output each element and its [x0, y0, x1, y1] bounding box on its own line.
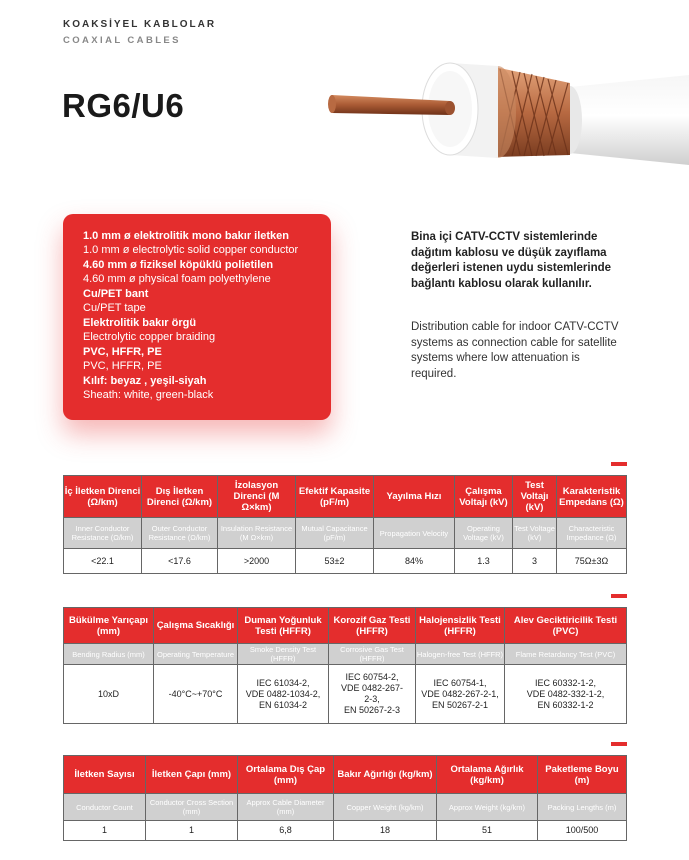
t2-header: Duman Yoğunluk Testi (HFFR): [238, 608, 329, 644]
t3-header: Paketleme Boyu (m): [538, 756, 627, 794]
t1-value: 3: [513, 549, 557, 574]
t1-header: İzolasyon Direnci (M Ω×km): [218, 476, 296, 518]
t2-value-line: IEC 61034-2,: [256, 677, 310, 688]
t2-subheader: Flame Retardancy Test (PVC): [505, 644, 627, 665]
t2-value-line: VDE 0482-332-1-2,: [526, 688, 605, 699]
t1-value: 53±2: [296, 549, 374, 574]
t1-value: 1.3: [455, 549, 513, 574]
t2-value-line: -40°C~+70°C: [168, 688, 223, 699]
t1-header: Yayılma Hızı: [374, 476, 455, 518]
spec-sheath-color-tr: Kılıf: beyaz , yeşil-siyah: [83, 375, 207, 387]
t1-header: Karakteristik Empedans (Ω): [557, 476, 627, 518]
description-tr: Bina içi CATV-CCTV sistemlerinde dağıtım kablosu ve düşük zayıflama değerleri istenen uydu sistemlerinde bağlantı kablosu olarak kullanılır.: [411, 231, 612, 290]
t1-header: İç İletken Direnci (Ω/km): [64, 476, 142, 518]
spec-conductor-tr: 1.0 mm ø elektrolitik mono bakır iletken: [83, 230, 290, 242]
spec-dielectric-tr: 4.60 mm ø fiziksel köpüklü polietilen: [83, 259, 274, 271]
test-properties-table: [63, 607, 627, 724]
t2-subheader: Operating Temperature: [154, 644, 238, 665]
t3-value: 18: [334, 821, 437, 841]
t1-header: Efektif Kapasite (pF/m): [296, 476, 374, 518]
spec-conductor-en: 1.0 mm ø electrolytic solid copper conductor: [83, 244, 299, 256]
t3-subheader: Copper Weight (kg/km): [334, 794, 437, 821]
description-en: Distribution cable for indoor CATV-CCTV systems as connection cable for satellite systems where low attenuation is required.: [411, 321, 619, 380]
t2-value-line: EN 60332-1-2: [537, 699, 594, 710]
coaxial-cable-illustration: [320, 35, 689, 175]
t2-value-corrosive-gas: [329, 665, 416, 724]
t2-header: Çalışma Sıcaklığı: [154, 608, 238, 644]
t2-header: Halojensizlik Testi (HFFR): [416, 608, 505, 644]
t3-header: Bakır Ağırlığı (kg/km): [334, 756, 437, 794]
t2-value-line: 10xD: [97, 688, 119, 699]
electrical-properties-table: [63, 475, 627, 574]
t1-subheader: Characteristic Impedance (Ω): [557, 518, 627, 549]
spec-braiding: [83, 317, 321, 344]
t1-header: Test Voltajı (kV): [513, 476, 557, 518]
t1-subheader: Insulation Resistance (M Ω×km): [218, 518, 296, 549]
spec-tape-tr: Cu/PET bant: [83, 288, 149, 300]
spec-sheath-color-en: Sheath: white, green-black: [83, 389, 214, 401]
t1-header: Çalışma Voltajı (kV): [455, 476, 513, 518]
t2-value-line: IEC 60754-1,: [433, 677, 487, 688]
t2-header: Alev Geciktiricilik Testi (PVC): [505, 608, 627, 644]
spec-tape-en: Cu/PET tape: [83, 302, 146, 314]
table2-marker: [611, 594, 627, 598]
t1-value: 84%: [374, 549, 455, 574]
t3-subheader: Approx Cable Diameter (mm): [238, 794, 334, 821]
t2-value-line: VDE 0482-267-: [340, 683, 404, 693]
t3-value: 1: [146, 821, 238, 841]
spec-sheath-color: [83, 375, 321, 402]
t2-value-operating-temperature: [154, 665, 238, 724]
spec-jacket-material-en: PVC, HFFR, PE: [83, 360, 162, 372]
t2-value-line: IEC 60332-1-2,: [534, 677, 597, 688]
spec-jacket-material-tr: PVC, HFFR, PE: [83, 346, 162, 358]
construction-specs-box: [63, 214, 331, 420]
t3-subheader: Packing Lengths (m): [538, 794, 627, 821]
spec-tape: [83, 288, 321, 315]
table3-marker: [611, 742, 627, 746]
t3-value: 1: [64, 821, 146, 841]
t3-subheader: Conductor Count: [64, 794, 146, 821]
t1-subheader: Outer Conductor Resistance (Ω/km): [142, 518, 218, 549]
t1-subheader: Inner Conductor Resistance (Ω/km): [64, 518, 142, 549]
t2-value-smoke-density: [238, 665, 329, 724]
t2-subheader: Halogen-free Test (HFFR): [416, 644, 505, 665]
t3-value: 6,8: [238, 821, 334, 841]
t2-value-line: EN 50267-2-3: [343, 705, 401, 715]
spec-braiding-tr: Elektrolitik bakır örgü: [83, 317, 197, 329]
t3-header: Ortalama Ağırlık (kg/km): [437, 756, 538, 794]
t2-subheader: Smoke Density Test (HFFR): [238, 644, 329, 665]
t2-value-line: EN 61034-2: [258, 699, 308, 710]
t2-value-bending-radius: [64, 665, 154, 724]
t2-value-flame-retardancy: [505, 665, 627, 724]
spec-conductor: [83, 230, 321, 257]
t1-value: <22.1: [64, 549, 142, 574]
t1-subheader: Operating Voltage (kV): [455, 518, 513, 549]
t3-header: İletken Sayısı: [64, 756, 146, 794]
t1-value: <17.6: [142, 549, 218, 574]
t3-subheader: Approx Weight (kg/km): [437, 794, 538, 821]
t2-value-halogen-free: [416, 665, 505, 724]
t3-subheader: Conductor Cross Section (mm): [146, 794, 238, 821]
t1-subheader: Mutual Capacitance (pF/m): [296, 518, 374, 549]
t1-value: >2000: [218, 549, 296, 574]
t3-value: 51: [437, 821, 538, 841]
t1-subheader: Propagation Velocity: [374, 518, 455, 549]
t2-value-line: 2-3,: [364, 694, 380, 704]
t2-subheader: Corrosive Gas Test (HFFR): [329, 644, 416, 665]
t3-header: İletken Çapı (mm): [146, 756, 238, 794]
t2-value-line: VDE 0482-1034-2,: [245, 688, 321, 699]
t2-subheader: Bending Radius (mm): [64, 644, 154, 665]
category-title-tr: KOAKSİYEL KABLOLAR: [63, 19, 217, 30]
table1-marker: [611, 462, 627, 466]
model-title: RG6/U6: [62, 87, 185, 124]
t3-value: 100/500: [538, 821, 627, 841]
t2-value-line: VDE 0482-267-2-1,: [421, 688, 499, 699]
t1-header: Dış İletken Direnci (Ω/km): [142, 476, 218, 518]
category-title-en: COAXIAL CABLES: [63, 35, 181, 46]
spec-dielectric-en: 4.60 mm ø physical foam polyethylene: [83, 273, 271, 285]
t1-value: 75Ω±3Ω: [557, 549, 627, 574]
t2-value-line: EN 50267-2-1: [431, 699, 489, 710]
t1-subheader: Test Voltage (kV): [513, 518, 557, 549]
spec-jacket-material: [83, 346, 321, 373]
spec-dielectric: [83, 259, 321, 286]
t3-header: Ortalama Dış Çap (mm): [238, 756, 334, 794]
t2-value-line: IEC 60754-2,: [345, 672, 399, 682]
physical-properties-table: [63, 755, 627, 841]
spec-braiding-en: Electrolytic copper braiding: [83, 331, 216, 343]
t2-header: Korozif Gaz Testi (HFFR): [329, 608, 416, 644]
t2-header: Bükülme Yarıçapı (mm): [64, 608, 154, 644]
